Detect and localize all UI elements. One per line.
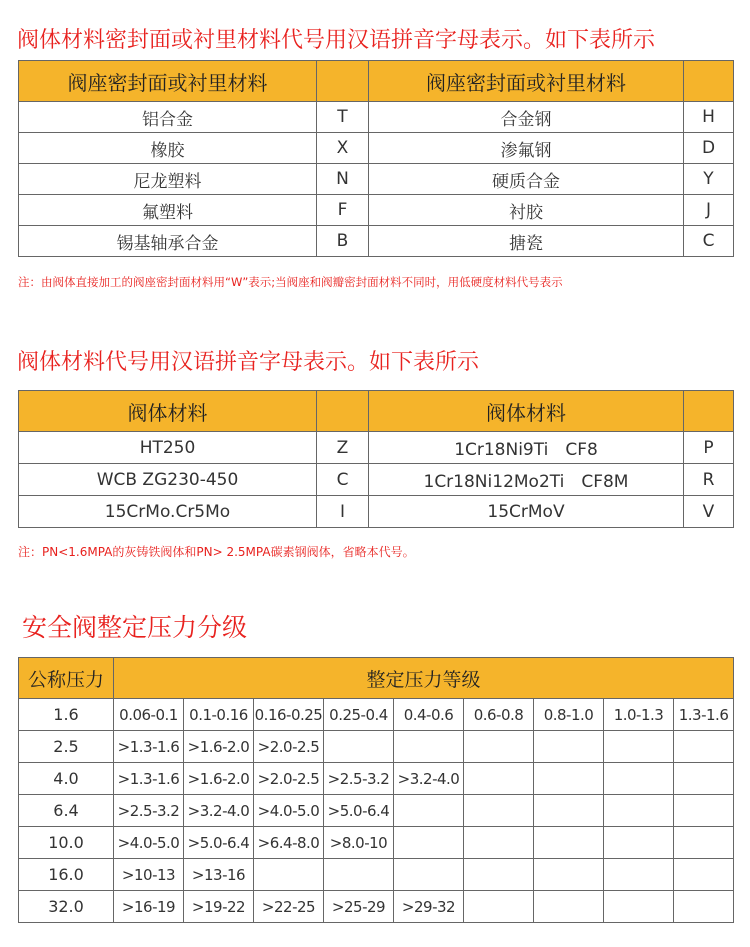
material-code: D bbox=[684, 133, 734, 164]
material-code: N bbox=[317, 164, 369, 195]
header-body-material-left: 阀体材料 bbox=[19, 391, 317, 432]
material-code: Z bbox=[317, 432, 369, 464]
header-seat-material-left: 阀座密封面或衬里材料 bbox=[19, 61, 317, 102]
material-code: P bbox=[684, 432, 734, 464]
body-material-header-row bbox=[19, 391, 734, 432]
set-pressure-table bbox=[18, 657, 734, 923]
set-pressure-cell: >2.5-3.2 bbox=[114, 795, 184, 827]
set-pressure-cell: >2.5-3.2 bbox=[324, 763, 394, 795]
set-pressure-cell: >16-19 bbox=[114, 891, 184, 923]
set-pressure-cell: 0.4-0.6 bbox=[394, 699, 464, 731]
material-name: 橡胶 bbox=[19, 133, 317, 164]
material-name: 1Cr18Ni9Ti CF8 bbox=[369, 432, 684, 464]
material-code: Y bbox=[684, 164, 734, 195]
set-pressure-cell bbox=[394, 827, 464, 859]
set-pressure-cell bbox=[674, 731, 734, 763]
body-material-title: 阀体材料代号用汉语拼音字母表示。如下表所示 bbox=[17, 350, 480, 375]
table-row bbox=[19, 731, 734, 763]
set-pressure-cell: >1.6-2.0 bbox=[184, 763, 254, 795]
table-row bbox=[19, 432, 734, 464]
set-pressure-cell: >19-22 bbox=[184, 891, 254, 923]
nominal-pressure-cell: 4.0 bbox=[19, 763, 114, 795]
set-pressure-cell: >22-25 bbox=[254, 891, 324, 923]
set-pressure-cell bbox=[674, 763, 734, 795]
set-pressure-cell: >2.0-2.5 bbox=[254, 763, 324, 795]
material-name: HT250 bbox=[19, 432, 317, 464]
set-pressure-cell: 0.25-0.4 bbox=[324, 699, 394, 731]
set-pressure-cell: 0.16-0.25 bbox=[254, 699, 324, 731]
material-code: R bbox=[684, 464, 734, 496]
set-pressure-cell bbox=[604, 891, 674, 923]
table-row bbox=[19, 195, 734, 226]
material-name: 衬胶 bbox=[369, 195, 684, 226]
set-pressure-cell bbox=[464, 731, 534, 763]
table-row bbox=[19, 827, 734, 859]
table-row bbox=[19, 464, 734, 496]
set-pressure-cell: >3.2-4.0 bbox=[394, 763, 464, 795]
set-pressure-cell bbox=[534, 859, 604, 891]
set-pressure-cell bbox=[534, 731, 604, 763]
seat-material-header-row bbox=[19, 61, 734, 102]
set-pressure-cell bbox=[534, 795, 604, 827]
table-row bbox=[19, 859, 734, 891]
set-pressure-cell bbox=[534, 891, 604, 923]
table-row bbox=[19, 133, 734, 164]
body-material-table bbox=[18, 390, 734, 528]
material-code: C bbox=[684, 226, 734, 257]
material-name: WCB ZG230-450 bbox=[19, 464, 317, 496]
set-pressure-cell: >13-16 bbox=[184, 859, 254, 891]
nominal-pressure-cell: 32.0 bbox=[19, 891, 114, 923]
set-pressure-cell: >1.6-2.0 bbox=[184, 731, 254, 763]
set-pressure-cell bbox=[324, 731, 394, 763]
set-pressure-cell bbox=[674, 795, 734, 827]
table-row bbox=[19, 699, 734, 731]
nominal-pressure-cell: 2.5 bbox=[19, 731, 114, 763]
set-pressure-cell: >1.3-1.6 bbox=[114, 763, 184, 795]
set-pressure-cell bbox=[534, 763, 604, 795]
set-pressure-cell: 0.1-0.16 bbox=[184, 699, 254, 731]
set-pressure-cell: >10-13 bbox=[114, 859, 184, 891]
set-pressure-cell bbox=[604, 827, 674, 859]
table-row bbox=[19, 226, 734, 257]
nominal-pressure-cell: 6.4 bbox=[19, 795, 114, 827]
set-pressure-header-row bbox=[19, 658, 734, 699]
header-nominal-pressure: 公称压力 bbox=[19, 658, 114, 699]
material-code: F bbox=[317, 195, 369, 226]
table-row bbox=[19, 795, 734, 827]
set-pressure-cell bbox=[604, 731, 674, 763]
set-pressure-cell: 1.3-1.6 bbox=[674, 699, 734, 731]
set-pressure-cell bbox=[394, 795, 464, 827]
material-name: 1Cr18Ni12Mo2Ti CF8M bbox=[369, 464, 684, 496]
set-pressure-cell bbox=[324, 859, 394, 891]
header-seat-material-right: 阀座密封面或衬里材料 bbox=[369, 61, 684, 102]
set-pressure-cell: 0.06-0.1 bbox=[114, 699, 184, 731]
material-code: I bbox=[317, 496, 369, 528]
table-row bbox=[19, 102, 734, 133]
material-name: 15CrMoV bbox=[369, 496, 684, 528]
table-row bbox=[19, 891, 734, 923]
seat-material-table bbox=[18, 60, 734, 257]
seat-material-title: 阀体材料密封面或衬里材料代号用汉语拼音字母表示。如下表所示 bbox=[17, 28, 656, 53]
set-pressure-cell: 0.6-0.8 bbox=[464, 699, 534, 731]
body-material-note: 注：PN<1.6MPA的灰铸铁阀体和PN> 2.5MPA碳素钢阀体，省略本代号。 bbox=[18, 545, 415, 559]
material-code: B bbox=[317, 226, 369, 257]
set-pressure-cell bbox=[604, 763, 674, 795]
material-code: V bbox=[684, 496, 734, 528]
material-code: H bbox=[684, 102, 734, 133]
material-name: 氟塑料 bbox=[19, 195, 317, 226]
set-pressure-cell: >25-29 bbox=[324, 891, 394, 923]
material-name: 15CrMo.Cr5Mo bbox=[19, 496, 317, 528]
set-pressure-cell: >2.0-2.5 bbox=[254, 731, 324, 763]
set-pressure-cell bbox=[394, 731, 464, 763]
set-pressure-cell bbox=[464, 763, 534, 795]
set-pressure-cell bbox=[464, 827, 534, 859]
set-pressure-cell: >6.4-8.0 bbox=[254, 827, 324, 859]
set-pressure-cell bbox=[394, 859, 464, 891]
set-pressure-cell bbox=[464, 795, 534, 827]
material-code: C bbox=[317, 464, 369, 496]
material-name: 铝合金 bbox=[19, 102, 317, 133]
header-code-right bbox=[684, 391, 734, 432]
material-name: 合金钢 bbox=[369, 102, 684, 133]
material-name: 锡基轴承合金 bbox=[19, 226, 317, 257]
set-pressure-cell bbox=[464, 859, 534, 891]
table-row bbox=[19, 164, 734, 195]
material-name: 尼龙塑料 bbox=[19, 164, 317, 195]
set-pressure-cell bbox=[534, 827, 604, 859]
header-code-left bbox=[317, 391, 369, 432]
nominal-pressure-cell: 10.0 bbox=[19, 827, 114, 859]
material-name: 搪瓷 bbox=[369, 226, 684, 257]
set-pressure-cell bbox=[674, 891, 734, 923]
set-pressure-cell bbox=[604, 795, 674, 827]
nominal-pressure-cell: 16.0 bbox=[19, 859, 114, 891]
set-pressure-cell: >5.0-6.4 bbox=[184, 827, 254, 859]
set-pressure-cell: >5.0-6.4 bbox=[324, 795, 394, 827]
set-pressure-cell bbox=[674, 859, 734, 891]
header-set-pressure-levels: 整定压力等级 bbox=[114, 658, 734, 699]
set-pressure-cell: >29-32 bbox=[394, 891, 464, 923]
header-code-right bbox=[684, 61, 734, 102]
set-pressure-cell: 1.0-1.3 bbox=[604, 699, 674, 731]
seat-material-note: 注：由阀体直接加工的阀座密封面材料用“W”表示;当阀座和阀瓣密封面材料不同时，用低硬度材料代号表示 bbox=[18, 275, 563, 289]
material-code: X bbox=[317, 133, 369, 164]
set-pressure-cell: >8.0-10 bbox=[324, 827, 394, 859]
set-pressure-cell: >4.0-5.0 bbox=[114, 827, 184, 859]
table-row bbox=[19, 496, 734, 528]
material-name: 硬质合金 bbox=[369, 164, 684, 195]
set-pressure-cell bbox=[674, 827, 734, 859]
set-pressure-cell bbox=[604, 859, 674, 891]
set-pressure-cell: >1.3-1.6 bbox=[114, 731, 184, 763]
set-pressure-rows bbox=[19, 699, 734, 923]
set-pressure-cell bbox=[254, 859, 324, 891]
header-code-left bbox=[317, 61, 369, 102]
nominal-pressure-cell: 1.6 bbox=[19, 699, 114, 731]
set-pressure-cell: 0.8-1.0 bbox=[534, 699, 604, 731]
material-name: 渗氟钢 bbox=[369, 133, 684, 164]
set-pressure-title: 安全阀整定压力分级 bbox=[22, 613, 248, 642]
header-body-material-right: 阀体材料 bbox=[369, 391, 684, 432]
set-pressure-cell bbox=[464, 891, 534, 923]
table-row bbox=[19, 763, 734, 795]
set-pressure-cell: >3.2-4.0 bbox=[184, 795, 254, 827]
material-code: J bbox=[684, 195, 734, 226]
set-pressure-cell: >4.0-5.0 bbox=[254, 795, 324, 827]
material-code: T bbox=[317, 102, 369, 133]
